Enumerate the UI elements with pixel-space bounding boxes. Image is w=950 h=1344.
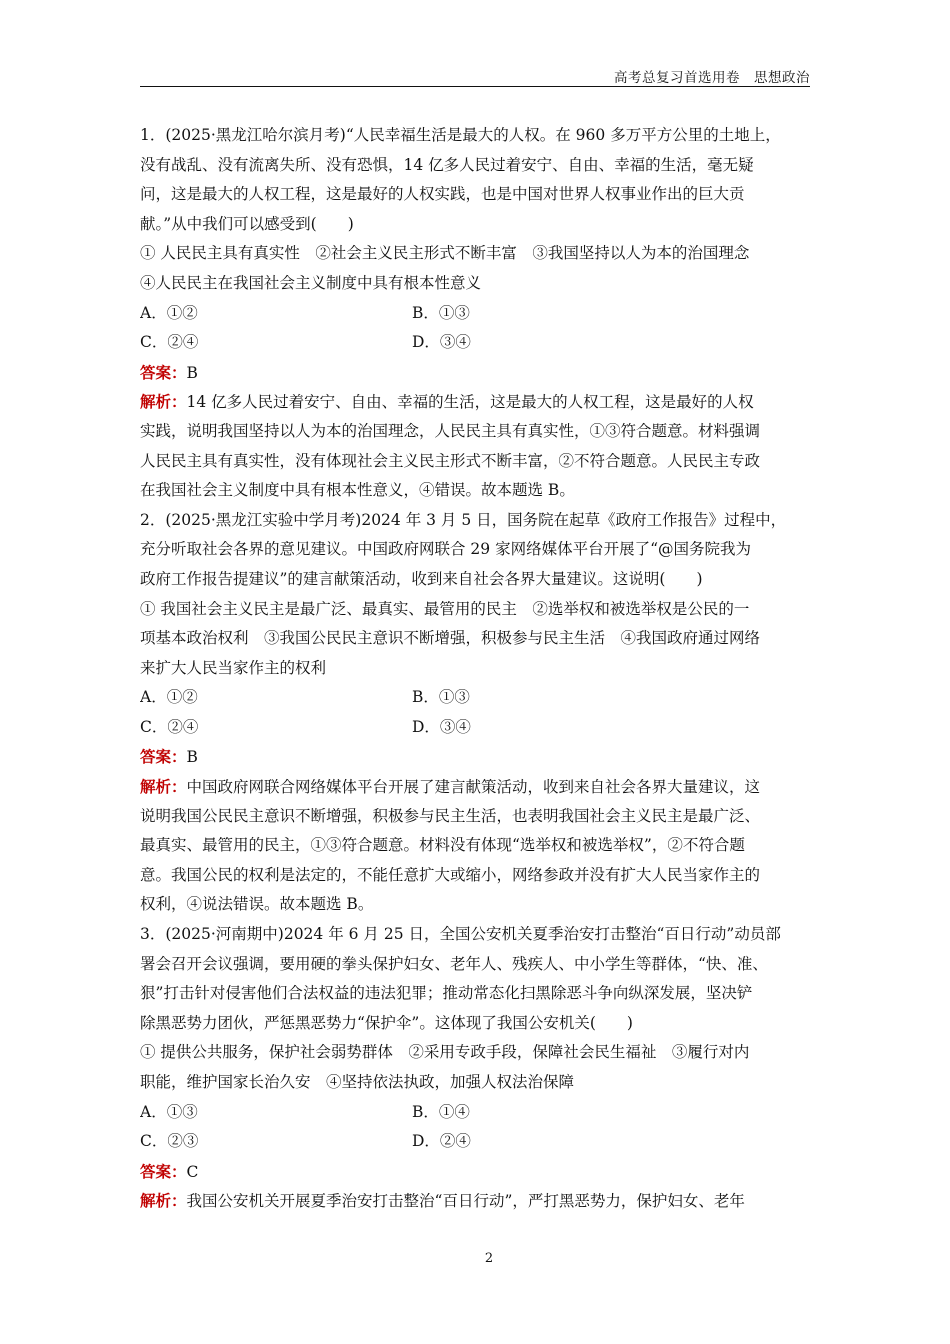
analysis-line (140, 417, 812, 447)
analysis-text: 中国政府网联合网络媒体平台开展了建言献策活动，收到来自社会各界大量建议，这 (186, 778, 761, 797)
analysis-label: 解析： (140, 777, 187, 797)
option-b: B．①③ (412, 688, 470, 707)
option-d: D．③④ (412, 717, 471, 736)
question-stem-line: 署会召开会议强调，要用硬的拳头保护妇女、老年人、残疾人、中小学生等群体，“快、准、 (140, 954, 768, 973)
analysis-line (140, 772, 812, 802)
analysis-line (140, 831, 812, 861)
question-stem-line: 献。”从中我们可以感受到( ) (140, 214, 354, 233)
question-block (140, 506, 812, 920)
analysis-line (140, 447, 812, 477)
option-d: D．③④ (412, 333, 471, 352)
statement-line: ① 人民民主具有真实性 ②社会主义民主形式不断丰富 ③我国坚持以人为本的治国理念 (140, 244, 750, 263)
question-stem-line: 3．(2025·河南期中)2024 年 6 月 25 日，全国公安机关夏季治安打击整治“百日行动”动员部 (140, 925, 781, 944)
option-b: B．①④ (412, 1102, 470, 1121)
analysis-text: 14 亿多人民过着安宁、自由、幸福的生活，这是最大的人权工程，这是最好的人权 (186, 393, 754, 412)
options-row (140, 328, 812, 358)
question-block (140, 920, 812, 1216)
page-header: 高考总复习首选用卷 思想政治 (614, 70, 810, 86)
statement-line: 项基本政治权利 ③我国公民民主意识不断增强，积极参与民主生活 ④我国政府通过网络 (140, 629, 761, 648)
analysis-text: 实践，说明我国坚持以人为本的治国理念，人民民主具有真实性，①③符合题意。材料强调 (140, 421, 761, 440)
options-row (140, 683, 812, 713)
analysis-text: 意。我国公民的权利是法定的，不能任意扩大或缩小，网络参政并没有扩大人民当家作主的 (140, 865, 761, 884)
analysis-line (140, 1186, 812, 1216)
option-d: D．②④ (412, 1132, 471, 1151)
option-c: C．②④ (140, 717, 199, 736)
answer-label: 答案： (140, 362, 187, 382)
option-a: A．①② (140, 303, 198, 322)
analysis-line (140, 890, 812, 920)
question-block (140, 121, 812, 506)
analysis-text: 权利，④说法错误。故本题选 B。 (140, 895, 374, 914)
answer-label: 答案： (140, 1161, 187, 1181)
answer-value: B (186, 748, 198, 767)
statement-line: 来扩大人民当家作主的权利 (140, 658, 327, 677)
analysis-line (140, 387, 812, 417)
option-a: A．①③ (140, 1102, 198, 1121)
options-row (140, 713, 812, 743)
options-row (140, 1127, 812, 1157)
option-c: C．②③ (140, 1132, 199, 1151)
question-stem-line: 没有战乱、没有流离失所、没有恐惧，14 亿多人民过着安宁、自由、幸福的生活，毫无疑 (140, 155, 754, 174)
analysis-line (140, 476, 812, 506)
answer-value: C (186, 1162, 199, 1181)
option-b: B．①③ (412, 303, 470, 322)
question-stem-line: 问，这是最大的人权工程，这是最好的人权实践，也是中国对世界人权事业作出的巨大贡 (140, 185, 745, 204)
analysis-text: 人民民主具有真实性，没有体现社会主义民主形式不断丰富，②不符合题意。人民民主专政 (140, 451, 761, 470)
option-a: A．①② (140, 688, 198, 707)
analysis-text: 在我国社会主义制度中具有根本性意义，④错误。故本题选 B。 (140, 481, 575, 500)
answer-line (140, 742, 812, 772)
statement-line: 职能，维护国家长治久安 ④坚持依法执政，加强人权法治保障 (140, 1073, 575, 1091)
question-stem-line: 1．(2025·黑龙江哈尔滨月考)“人民幸福生活是最大的人权。在 960 多万平方公里的土地上， (140, 126, 781, 144)
question-stem-line: 2．(2025·黑龙江实验中学月考)2024 年 3 月 5 日，国务院在起草《政府工作报告》过程中， (140, 510, 787, 529)
question-stem-line: 政府工作报告提建议”的建言献策活动，收到来自社会各界大量建议。这说明( ) (140, 569, 703, 588)
options-row (140, 1098, 812, 1128)
answer-line (140, 1157, 812, 1187)
question-stem-line: 狠”打击针对侵害他们合法权益的违法犯罪；推动常态化扫黑除恶斗争向纵深发展，坚决铲 (140, 984, 753, 1003)
analysis-text: 说明我国公民民主意识不断增强，积极参与民主生活，也表明我国社会主义民主是最广泛、 (140, 806, 761, 825)
header-divider (140, 86, 810, 87)
answer-line (140, 358, 812, 388)
answer-label: 答案： (140, 747, 187, 767)
answer-value: B (186, 363, 198, 382)
statement-line: ① 我国社会主义民主是最广泛、最真实、最管用的民主 ②选举权和被选举权是公民的一 (140, 599, 750, 618)
analysis-line (140, 861, 812, 891)
analysis-text: 最真实、最管用的民主，①③符合题意。材料没有体现“选举权和被选举权”，②不符合题 (140, 836, 745, 855)
analysis-label: 解析： (140, 392, 187, 412)
analysis-line (140, 802, 812, 832)
statement-line: ④人民民主在我国社会主义制度中具有根本性意义 (140, 273, 482, 292)
analysis-label: 解析： (140, 1191, 187, 1211)
question-stem-line: 充分听取社会各界的意见建议。中国政府网联合 29 家网络媒体平台开展了“@国务院我为 (140, 540, 752, 559)
statement-line: ① 提供公共服务，保护社会弱势群体 ②采用专政手段，保障社会民生福祉 ③履行对内 (140, 1043, 750, 1062)
option-c: C．②④ (140, 333, 199, 352)
options-row (140, 299, 812, 329)
page-number: 2 (484, 1251, 494, 1266)
question-stem-line: 除黑恶势力团伙，严惩黑恶势力“保护伞”。这体现了我国公安机关( ) (140, 1013, 633, 1032)
analysis-text: 我国公安机关开展夏季治安打击整治“百日行动”，严打黑恶势力，保护妇女、老年 (186, 1192, 745, 1211)
question-content (140, 121, 812, 1216)
